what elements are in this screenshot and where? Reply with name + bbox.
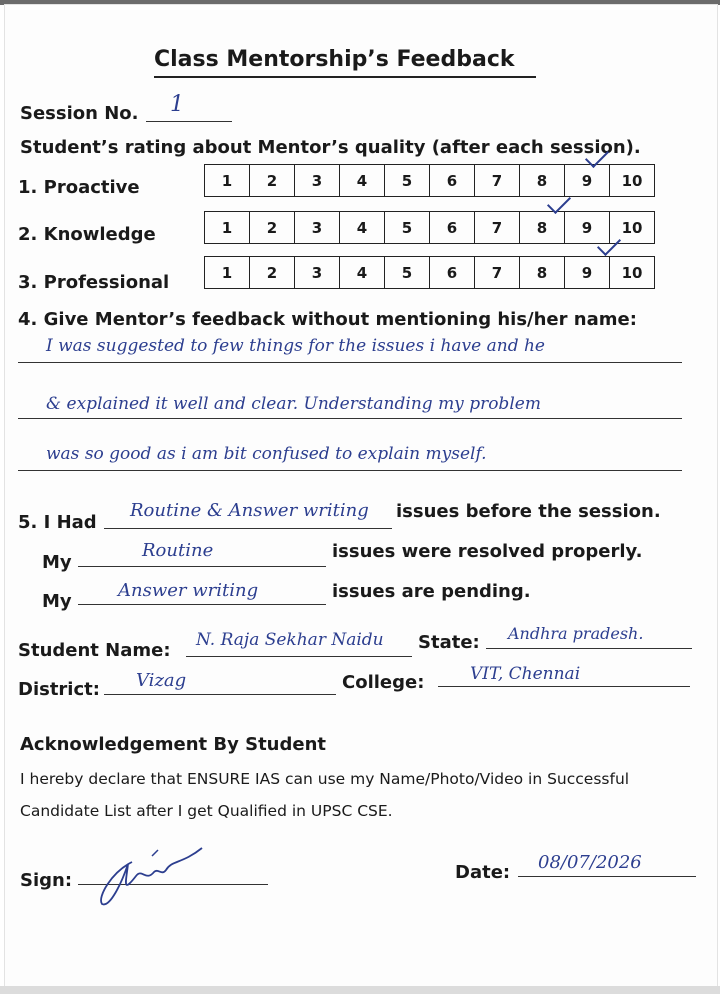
scale-cell[interactable]: 2 [250, 165, 295, 197]
student-name-line [186, 656, 412, 657]
feedback-line-1[interactable]: I was suggested to few things for the issues i have and he [46, 336, 545, 356]
ack-heading: Acknowledgement By Student [20, 734, 326, 755]
scale-cell[interactable]: 4 [340, 257, 385, 289]
scale-cell[interactable]: 2 [250, 212, 295, 244]
state-label: State: [418, 632, 480, 653]
student-name-label: Student Name: [18, 640, 171, 661]
q4-label: 4. Give Mentor’s feedback without mentioning his/her name: [18, 309, 637, 330]
my-label-2: My [42, 591, 72, 612]
q5-line [104, 528, 392, 529]
my1-line [78, 566, 326, 567]
district-label: District: [18, 679, 100, 700]
date-label: Date: [455, 862, 511, 883]
q5-suffix: issues before the session. [396, 501, 661, 522]
scale-cell-selected[interactable]: 9 [565, 165, 610, 197]
state-line [486, 648, 692, 649]
rating-label-knowledge: 2. Knowledge [18, 224, 156, 245]
scale-cell[interactable]: 6 [430, 165, 475, 197]
scale-cell[interactable]: 10 [610, 212, 655, 244]
state-value[interactable]: Andhra pradesh. [508, 624, 644, 643]
signature-graphic[interactable] [92, 842, 212, 912]
college-value[interactable]: VIT, Chennai [470, 664, 581, 684]
ack-line-1: I hereby declare that ENSURE IAS can use my Name/Photo/Video in Successful [20, 770, 630, 788]
scale-cell[interactable]: 4 [340, 212, 385, 244]
scale-cell[interactable]: 3 [295, 212, 340, 244]
form-title: Class Mentorship’s Feedback [154, 47, 515, 72]
rating-heading: Student’s rating about Mentor’s quality (after each session). [20, 137, 641, 158]
feedback-line-2[interactable]: & explained it well and clear. Understanding my problem [46, 394, 541, 414]
scale-cell[interactable]: 10 [610, 165, 655, 197]
scale-cell[interactable]: 7 [475, 165, 520, 197]
scale-cell[interactable]: 5 [385, 257, 430, 289]
scale-cell[interactable]: 4 [340, 165, 385, 197]
scale-cell-selected[interactable]: 9 [565, 257, 610, 289]
rating-scale-professional[interactable] [204, 256, 655, 289]
my2-suffix: issues are pending. [332, 581, 531, 602]
scale-cell[interactable]: 6 [430, 212, 475, 244]
scale-cell[interactable]: 1 [205, 165, 250, 197]
bottom-edge [0, 986, 720, 994]
scale-cell[interactable]: 8 [520, 257, 565, 289]
rating-scale-knowledge[interactable] [204, 211, 655, 244]
scale-cell[interactable]: 7 [475, 212, 520, 244]
date-line [518, 876, 696, 877]
q5-label: 5. I Had [18, 512, 97, 533]
scale-cell[interactable]: 1 [205, 257, 250, 289]
my1-suffix: issues were resolved properly. [332, 541, 643, 562]
college-line [438, 686, 690, 687]
my2-line [78, 604, 326, 605]
feedback-rule-1 [18, 362, 682, 363]
student-name-value[interactable]: N. Raja Sekhar Naidu [196, 630, 384, 650]
ack-line-2: Candidate List after I get Qualified in UPSC CSE. [20, 802, 393, 820]
scale-cell[interactable]: 10 [610, 257, 655, 289]
my2-value[interactable]: Answer writing [118, 580, 259, 601]
scale-cell[interactable]: 2 [250, 257, 295, 289]
scale-cell[interactable]: 3 [295, 257, 340, 289]
scale-cell[interactable]: 9 [565, 212, 610, 244]
feedback-rule-3 [18, 470, 682, 471]
scale-cell[interactable]: 3 [295, 165, 340, 197]
feedback-rule-2 [18, 418, 682, 419]
scale-cell[interactable]: 6 [430, 257, 475, 289]
scale-cell[interactable]: 7 [475, 257, 520, 289]
date-value[interactable]: 08/07/2026 [538, 852, 642, 873]
scale-cell[interactable]: 8 [520, 165, 565, 197]
session-line [146, 121, 232, 122]
sign-label: Sign: [20, 870, 73, 891]
q5-value[interactable]: Routine & Answer writing [130, 500, 369, 521]
scale-cell[interactable]: 5 [385, 212, 430, 244]
feedback-line-3[interactable]: was so good as i am bit confused to explain myself. [46, 444, 487, 464]
session-label: Session No. [20, 103, 139, 124]
title-underline [154, 76, 536, 78]
session-value[interactable]: 1 [170, 92, 184, 117]
scale-cell[interactable]: 1 [205, 212, 250, 244]
district-value[interactable]: Vizag [136, 670, 187, 691]
scale-cell-selected[interactable]: 8 [520, 212, 565, 244]
rating-label-proactive: 1. Proactive [18, 177, 140, 198]
rating-scale-proactive[interactable] [204, 164, 655, 197]
my-label-1: My [42, 552, 72, 573]
district-line [104, 694, 336, 695]
college-label: College: [342, 672, 425, 693]
scale-cell[interactable]: 5 [385, 165, 430, 197]
my1-value[interactable]: Routine [142, 540, 214, 561]
rating-label-professional: 3. Professional [18, 272, 170, 293]
